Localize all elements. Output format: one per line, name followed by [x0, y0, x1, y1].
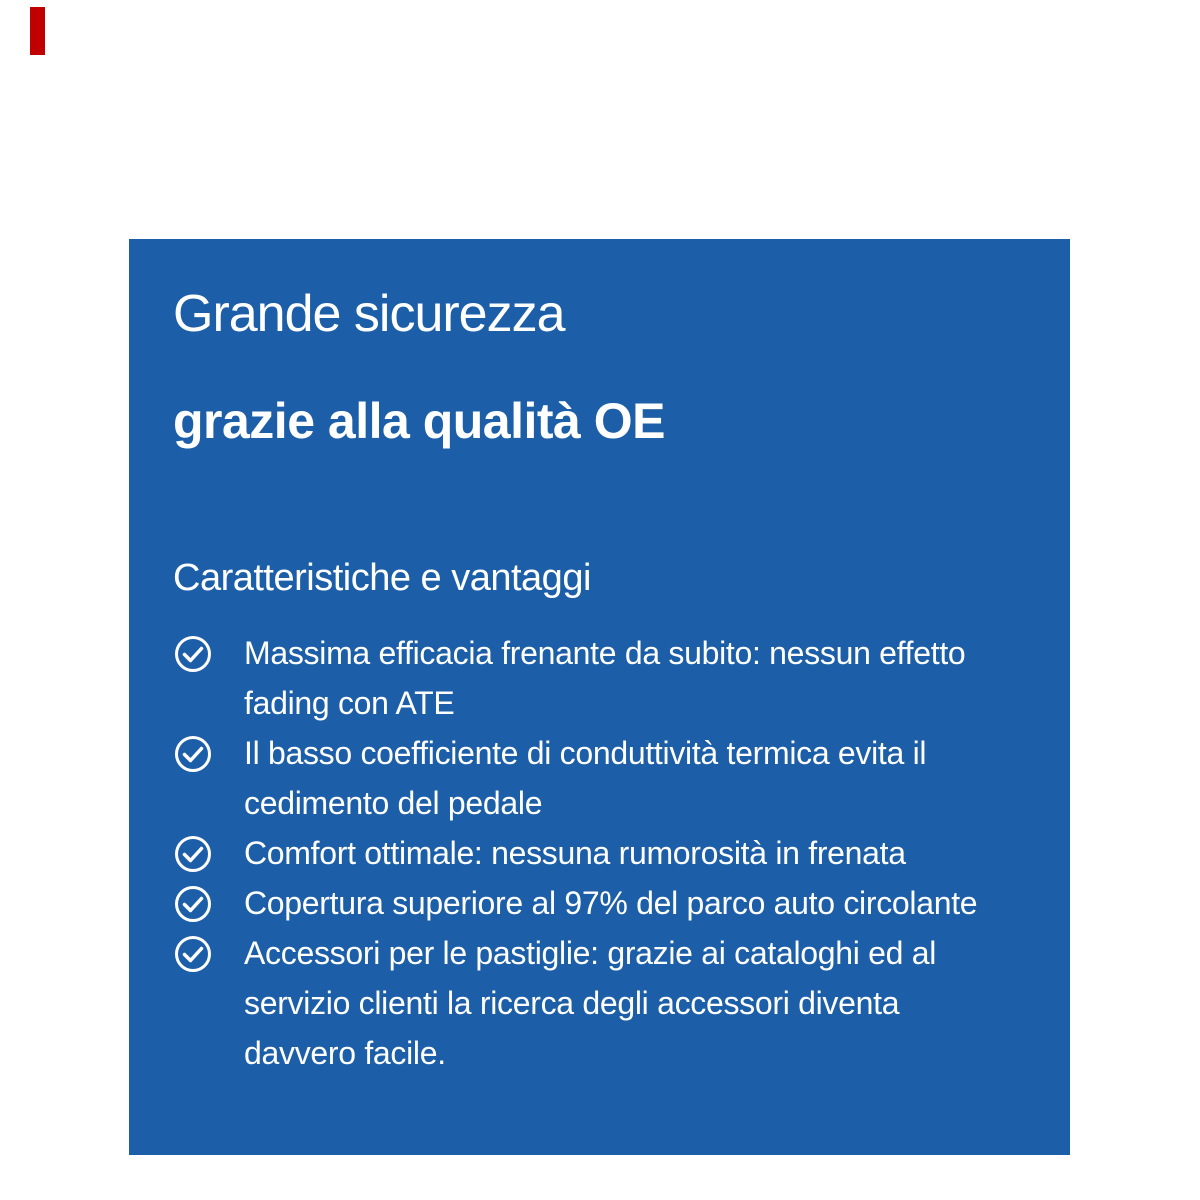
check-circle-icon: [173, 884, 213, 924]
list-item: [173, 828, 1030, 878]
content-panel: [129, 239, 1070, 1155]
list-item: [173, 628, 1030, 728]
list-item: [173, 928, 1030, 1078]
check-circle-icon: [173, 634, 213, 674]
benefits-list: [173, 628, 1030, 1078]
section-heading: Caratteristiche e vantaggi: [173, 557, 591, 599]
check-circle-icon: [173, 834, 213, 874]
corner-mark: [30, 7, 45, 55]
bullet-text: Accessori per le pastiglie: grazie ai cataloghi ed al servizio clienti la ricerca degli accessori diventa davvero facile.: [244, 935, 937, 1071]
bullet-text: Massima efficacia frenante da subito: nessun effetto fading con ATE: [244, 635, 966, 721]
list-item: [173, 728, 1030, 828]
headline-bold: grazie alla qualità OE: [173, 393, 665, 449]
check-circle-icon: [173, 934, 213, 974]
check-circle-icon: [173, 734, 213, 774]
bullet-text: Copertura superiore al 97% del parco auto circolante: [244, 885, 978, 921]
bullet-text: Il basso coefficiente di conduttività termica evita il cedimento del pedale: [244, 735, 927, 821]
list-item: [173, 878, 1030, 928]
bullet-text: Comfort ottimale: nessuna rumorosità in frenata: [244, 835, 906, 871]
headline-light: Grande sicurezza: [173, 285, 565, 343]
